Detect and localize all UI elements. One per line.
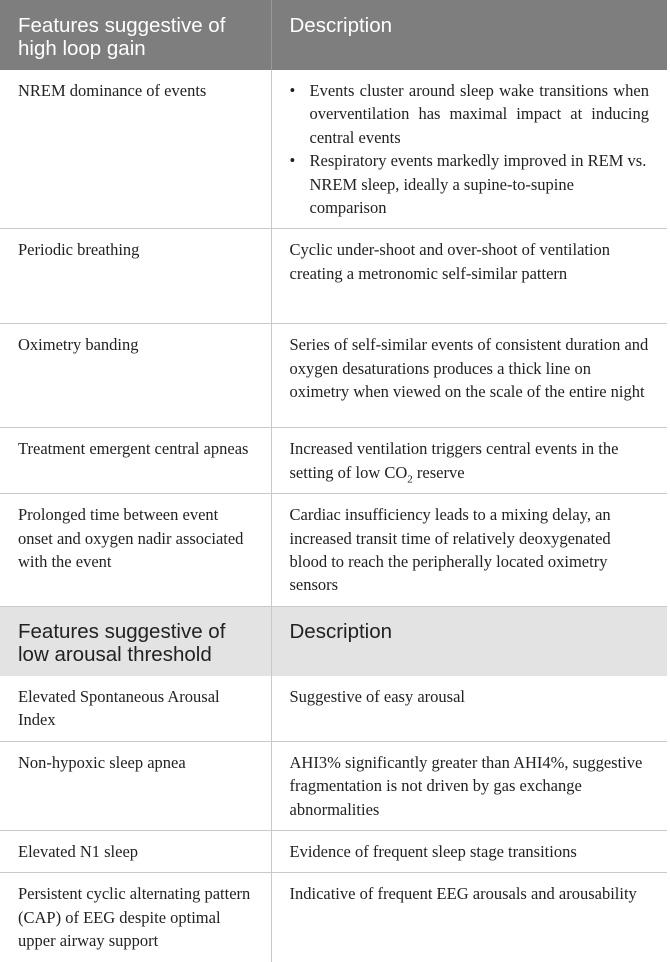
table-row bbox=[0, 229, 667, 324]
header-row-low-arousal-threshold bbox=[0, 606, 667, 676]
table-row bbox=[0, 873, 667, 962]
description-cell bbox=[271, 70, 667, 229]
header-feature-low-arousal: Features suggestive of low arousal threshold bbox=[0, 606, 271, 676]
table-row bbox=[0, 676, 667, 741]
description-cell: Evidence of frequent sleep stage transitions bbox=[271, 830, 667, 872]
list-item: • Respiratory events markedly improved in REM vs. NREM sleep, ideally a supine-to-supine comparison bbox=[289, 151, 647, 218]
bullet-icon: • bbox=[289, 81, 296, 100]
table-row bbox=[0, 324, 667, 428]
feature-cell: Prolonged time between event onset and oxygen nadir associated with the event bbox=[0, 494, 271, 607]
description-cell: Cardiac insufficiency leads to a mixing delay, an increased transit time of relatively deoxygenated blood to reach the peripherally located oximetry sensors bbox=[271, 494, 667, 607]
feature-cell: Non-hypoxic sleep apnea bbox=[0, 741, 271, 830]
header-description: Description bbox=[271, 606, 667, 676]
feature-cell: Periodic breathing bbox=[0, 229, 271, 324]
feature-cell: Treatment emergent central apneas bbox=[0, 428, 271, 494]
header-row-high-loop-gain bbox=[0, 0, 667, 70]
bullet-list bbox=[290, 79, 650, 219]
description-cell: Indicative of frequent EEG arousals and arousability bbox=[271, 873, 667, 962]
table-row bbox=[0, 494, 667, 607]
table-row bbox=[0, 741, 667, 830]
feature-cell: Persistent cyclic alternating pattern (CAP) of EEG despite optimal upper airway support bbox=[18, 884, 251, 951]
feature-cell: NREM dominance of events bbox=[0, 70, 271, 229]
header-feature-high-loop-gain: Features suggestive of high loop gain bbox=[0, 0, 271, 70]
feature-cell: Elevated N1 sleep bbox=[0, 830, 271, 872]
description-cell: Series of self-similar events of consistent duration and oxygen desaturations produces a thick line on oximetry when viewed on the scale of the entire night bbox=[271, 324, 667, 428]
table-row bbox=[0, 428, 667, 494]
bullet-icon: • bbox=[289, 151, 296, 171]
description-cell: Increased ventilation triggers central events in the setting of low $CO_2$ reserve bbox=[271, 428, 667, 494]
description-cell: AHI3% significantly greater than AHI4%, suggestive fragmentation is not driven by gas exchange abnormalities bbox=[271, 741, 667, 830]
description-cell: Cyclic under-shoot and over-shoot of ventilation creating a metronomic self-similar pattern bbox=[271, 229, 667, 324]
feature-cell: Oximetry banding bbox=[0, 324, 271, 428]
feature-cell: Elevated Spontaneous Arousal Index bbox=[0, 676, 271, 741]
table-row bbox=[0, 70, 667, 229]
table-row bbox=[0, 830, 667, 872]
list-item: • Events cluster around sleep wake transitions when overventilation has maximal impact at inducing central events bbox=[289, 81, 649, 147]
header-description: Description bbox=[271, 0, 667, 70]
description-cell: Suggestive of easy arousal bbox=[271, 676, 667, 741]
